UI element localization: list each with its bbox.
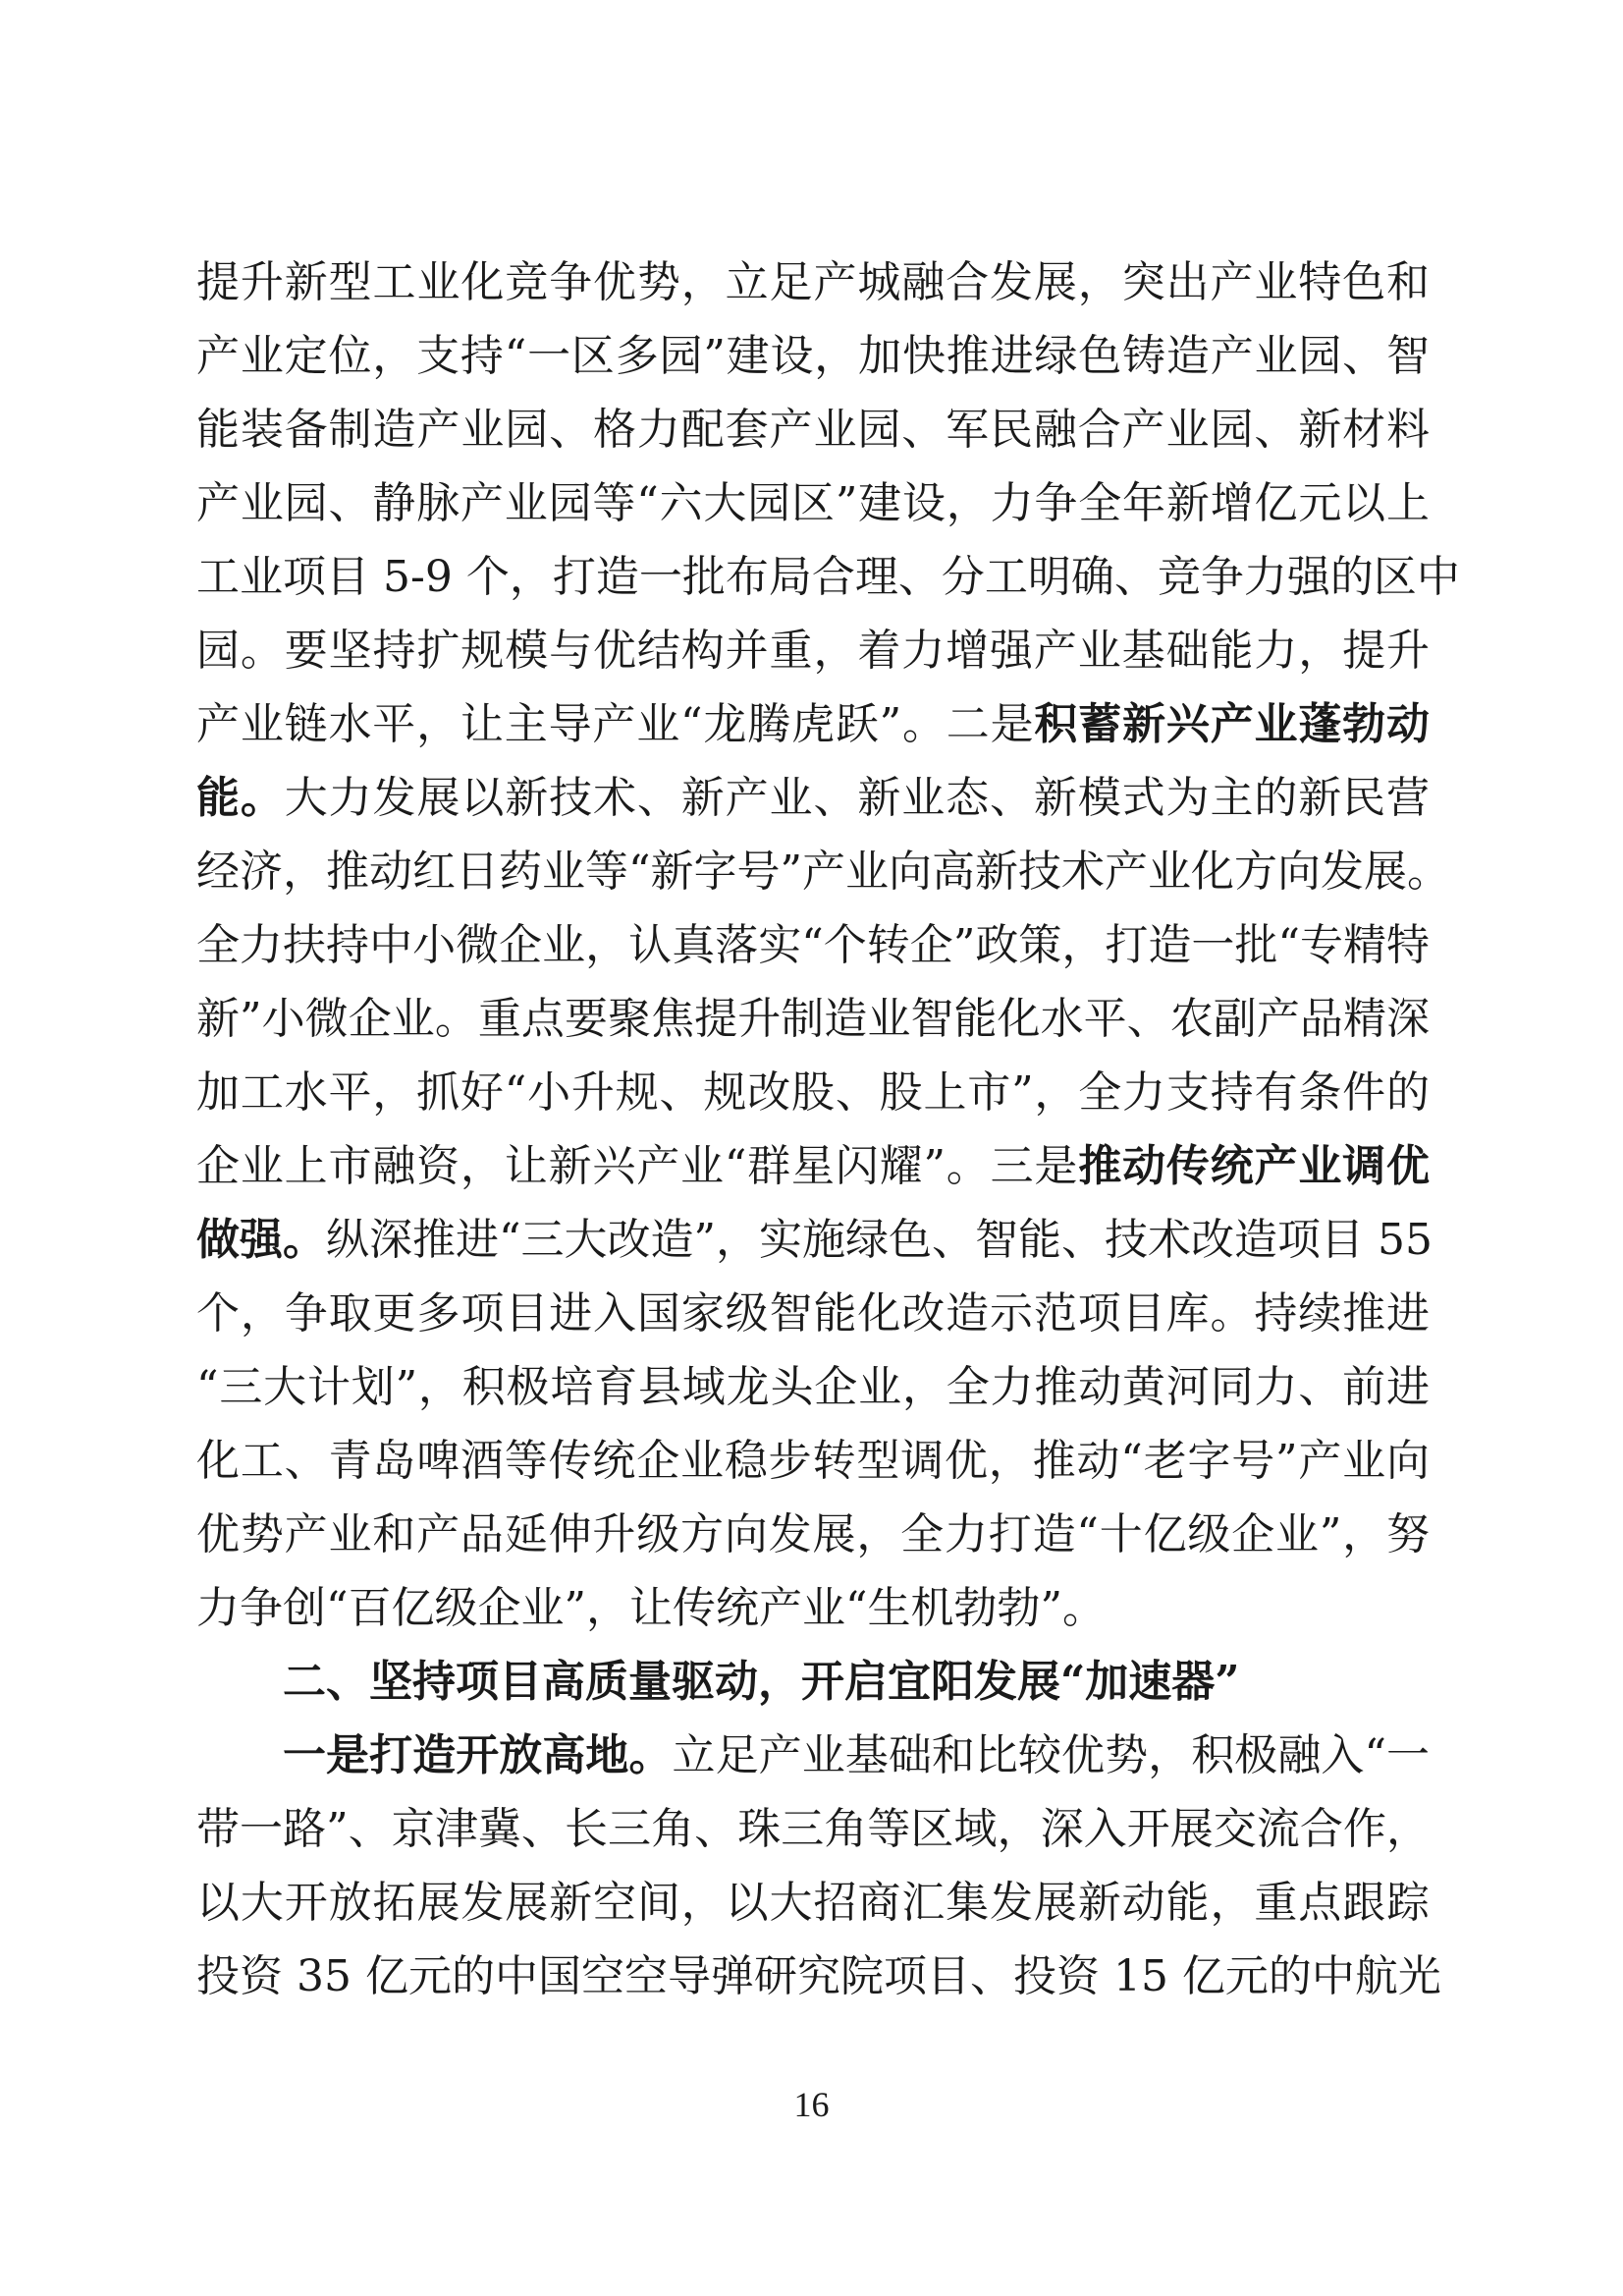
bold-phrase: 做强。 (196, 1215, 326, 1265)
text-line: 园。要坚持扩规模与优结构并重，着力增强产业基础能力，提升 (196, 626, 1430, 676)
body-text (196, 246, 1460, 2013)
text-line: 能装备制造产业园、格力配套产业园、军民融合产业园、新材料 (196, 405, 1430, 455)
text-line (196, 1129, 1430, 1203)
page-number: 16 (793, 2085, 830, 2124)
text-line: 化工、青岛啤酒等传统企业稳步转型调优，推动“老字号”产业向 (196, 1436, 1430, 1486)
text-line: 提升新型工业化竞争优势，立足产城融合发展，突出产业特色和 (196, 257, 1430, 307)
bold-phrase: 积蓄新兴产业蓬勃动 (1034, 699, 1430, 749)
text-line: 新”小微企业。重点要聚焦提升制造业智能化水平、农副产品精深 (196, 994, 1430, 1044)
text-line (196, 687, 1430, 761)
text-line: 产业园、静脉产业园等“六大园区”建设，力争全年新增亿元以上 (196, 478, 1430, 528)
bold-phrase: 推动传统产业调优 (1078, 1141, 1430, 1191)
text-run: 产业链水平，让主导产业“龙腾虎跃”。二是 (196, 699, 1035, 749)
text-run: 立足产业基础和比较优势，积极融入“一 (672, 1730, 1431, 1780)
text-line: 个，争取更多项目进入国家级智能化改造示范项目库。持续推进 (196, 1288, 1430, 1339)
text-line: 加工水平，抓好“小升规、规改股、股上市”，全力支持有条件的 (196, 1067, 1430, 1118)
text-line: 投资 35 亿元的中国空空导弹研究院项目、投资 15 亿元的中航光 (196, 1951, 1441, 2001)
bold-phrase: 一是打造开放高地。 (283, 1730, 673, 1780)
bold-phrase: 能。 (196, 773, 285, 823)
text-line: “三大计划”，积极培育县域龙头企业，全力推动黄河同力、前进 (196, 1362, 1430, 1412)
text-line (196, 761, 1430, 835)
text-line: 优势产业和产品延伸升级方向发展，全力打造“十亿级企业”，努 (196, 1509, 1430, 1559)
text-line (196, 1719, 1430, 1792)
text-line: 工业项目 5-9 个，打造一批布局合理、分工明确、竞争力强的区中 (196, 552, 1460, 602)
text-line: 产业定位，支持“一区多园”建设，加快推进绿色铸造产业园、智 (196, 331, 1430, 381)
text-line (196, 1203, 1433, 1277)
text-run: 大力发展以新技术、新产业、新业态、新模式为主的新民营 (284, 773, 1431, 823)
text-line: 以大开放拓展发展新空间，以大招商汇集发展新动能，重点跟踪 (196, 1878, 1430, 1928)
text-run: 纵深推进“三大改造”，实施绿色、智能、技术改造项目 55 (326, 1215, 1433, 1265)
text-line: 经济，推动红日药业等“新字号”产业向高新技术产业化方向发展。 (196, 847, 1450, 897)
text-line: 力争创“百亿级企业”，让传统产业“生机勃勃”。 (196, 1583, 1106, 1633)
text-run: 企业上市融资，让新兴产业“群星闪耀”。三是 (196, 1141, 1079, 1191)
section-heading: 二、坚持项目高质量驱动，开启宜阳发展“加速器” (283, 1657, 1240, 1707)
text-line: 带一路”、京津冀、长三角、珠三角等区域，深入开展交流合作， (196, 1804, 1430, 1854)
text-line: 全力扶持中小微企业，认真落实“个转企”政策，打造一批“专精特 (196, 920, 1430, 970)
